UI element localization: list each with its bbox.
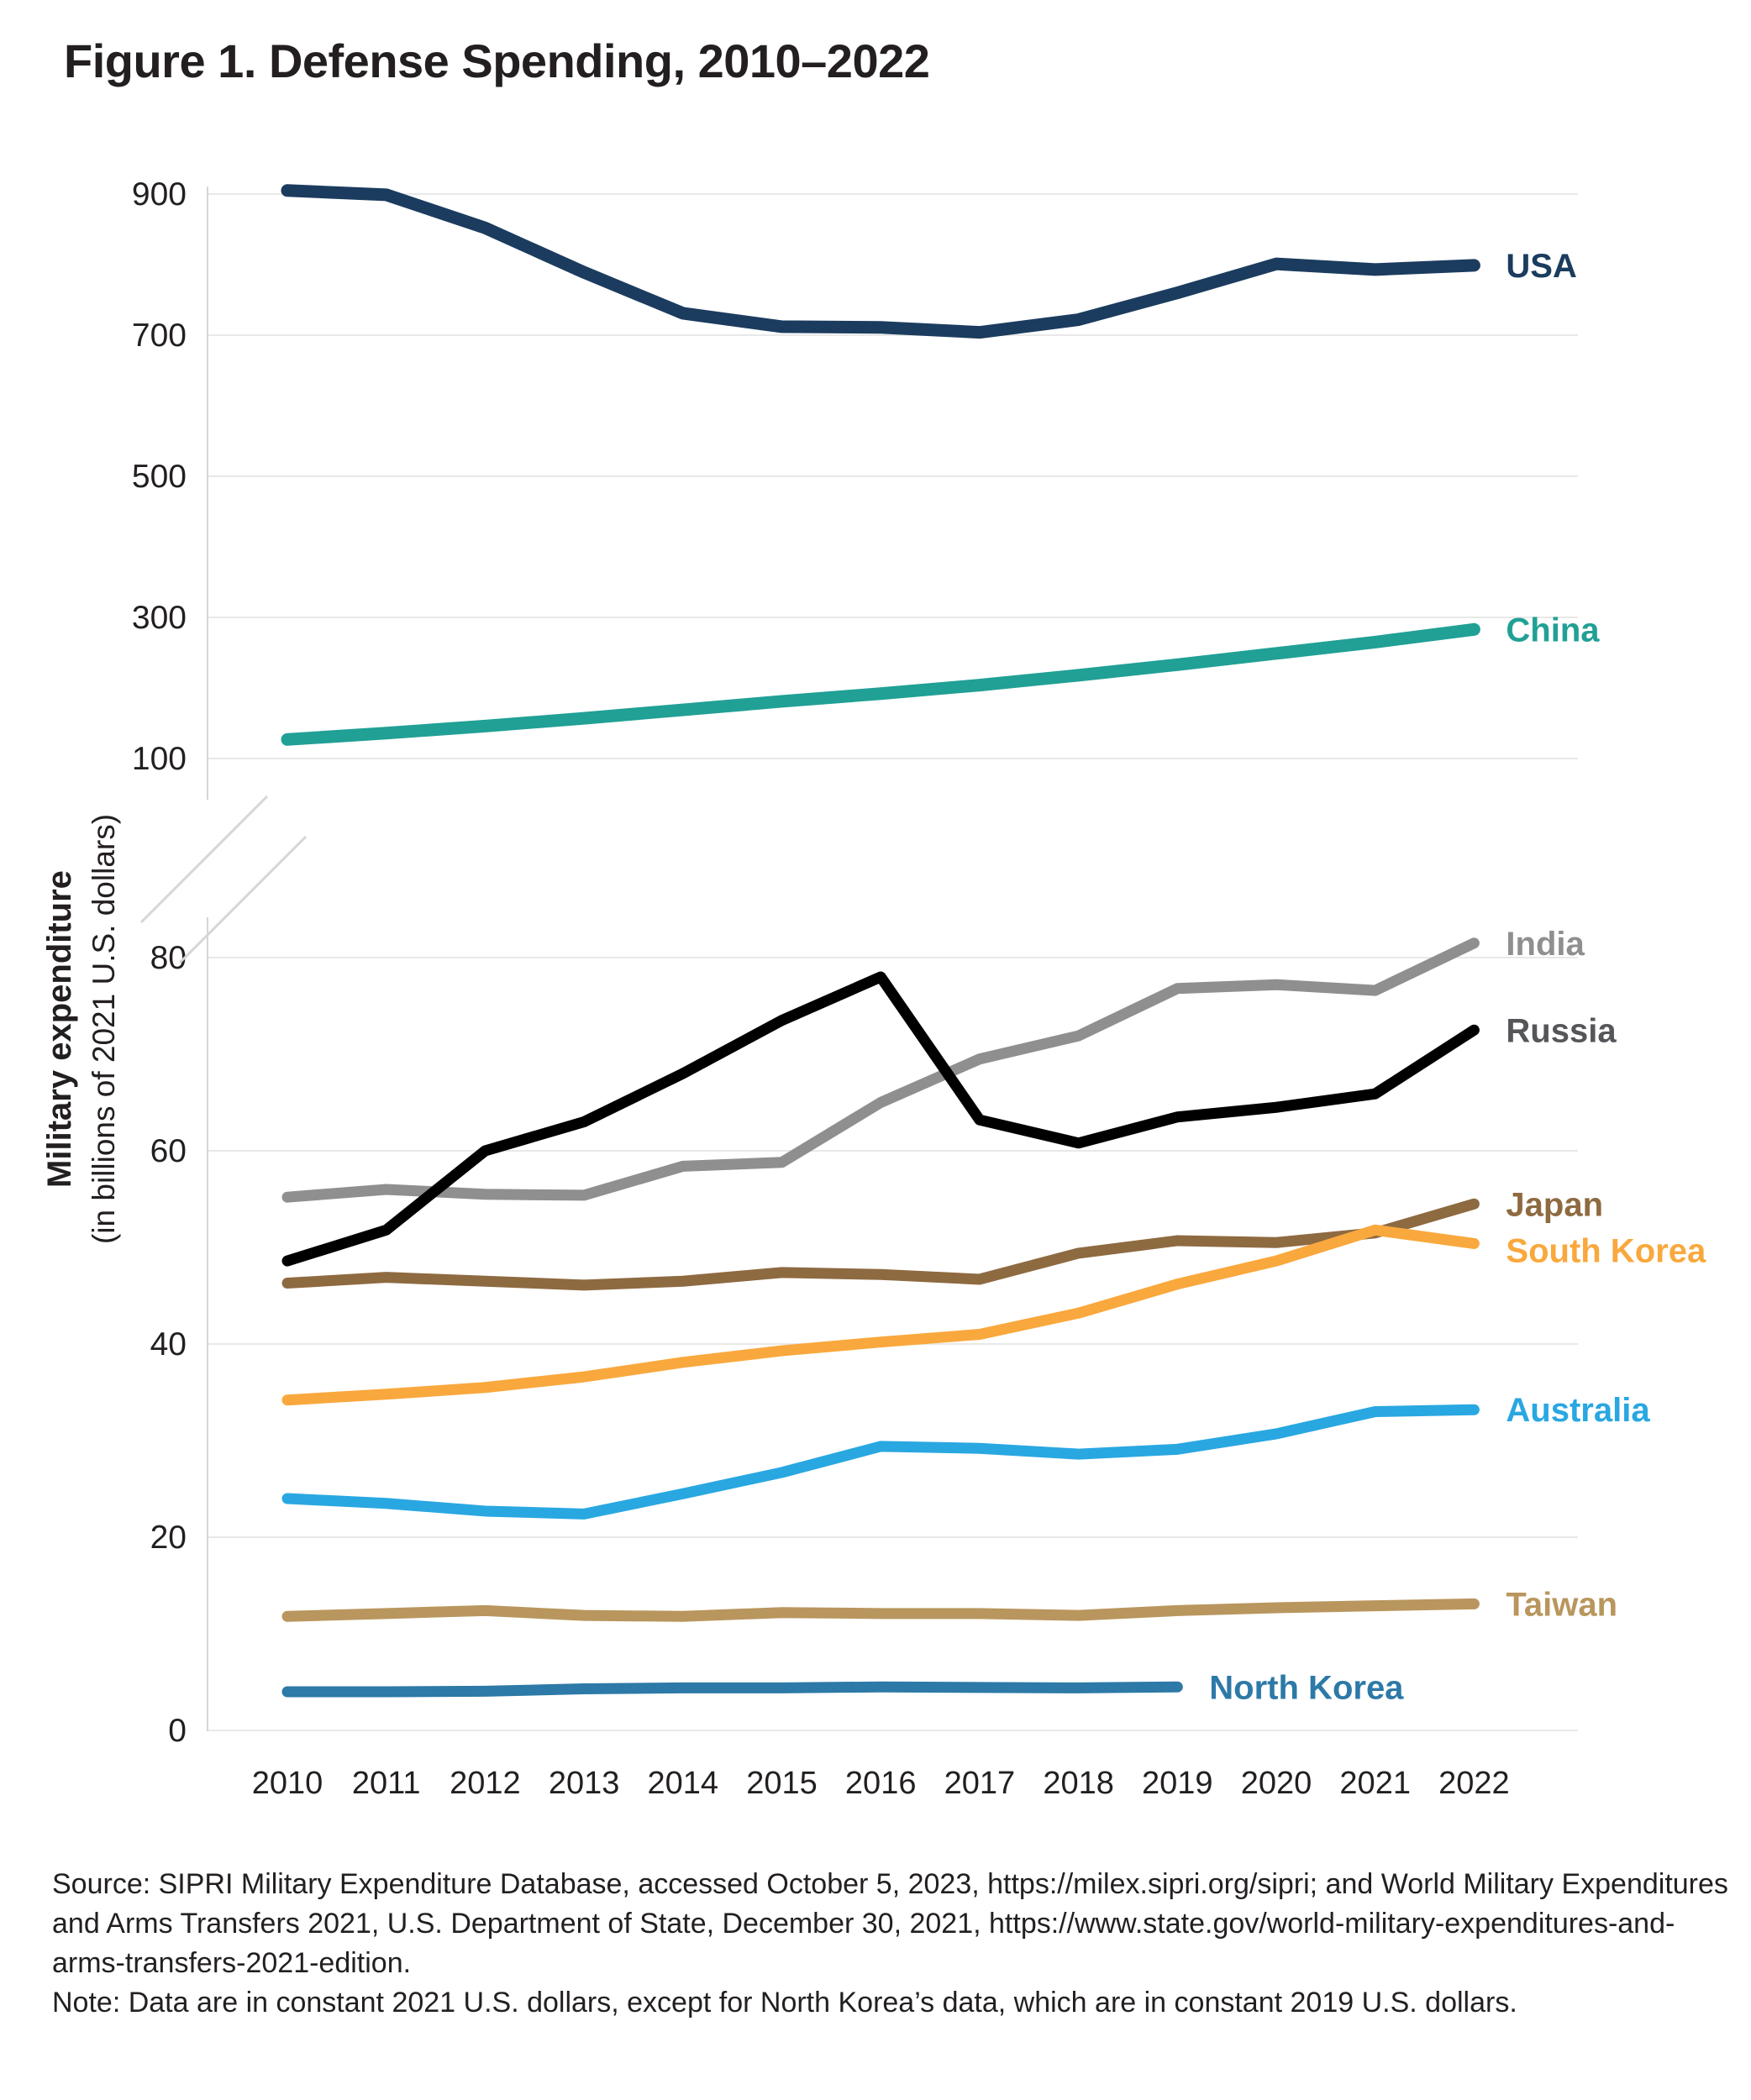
y-tick-label-20: 20 (150, 1520, 187, 1556)
series-label-taiwan: Taiwan (1506, 1586, 1618, 1624)
x-tick-label-2016: 2016 (844, 1766, 917, 1801)
series-line-south-korea (287, 1230, 1474, 1399)
y-tick-label-0: 0 (168, 1713, 187, 1749)
y-tick-label-40: 40 (150, 1326, 187, 1362)
y-tick-label-700: 700 (131, 318, 187, 354)
figure-footer (52, 1865, 1737, 2023)
series-label-china: China (1506, 612, 1600, 649)
series-line-japan (287, 1204, 1474, 1285)
series-line-china (287, 629, 1474, 739)
x-tick-label-2020: 2020 (1240, 1766, 1312, 1801)
x-tick-label-2010: 2010 (251, 1766, 323, 1801)
series-line-north-korea (287, 1687, 1177, 1692)
y-tick-label-500: 500 (131, 459, 187, 495)
y-axis-title: Military expenditure (41, 870, 78, 1188)
y-tick-label-100: 100 (131, 741, 187, 777)
series-label-north-korea: North Korea (1209, 1669, 1404, 1707)
series-label-japan: Japan (1506, 1186, 1604, 1224)
series-label-usa: USA (1506, 247, 1577, 285)
note-text: Note: Data are in constant 2021 U.S. dollars, except for North Korea’s data, which are in constant 2019 U.S. dollars. (52, 1986, 1517, 2019)
axis-break-mark (180, 837, 306, 963)
y-axis-subtitle: (in billions of 2021 U.S. dollars) (87, 813, 121, 1245)
x-tick-label-2015: 2015 (746, 1766, 818, 1801)
x-tick-label-2021: 2021 (1339, 1766, 1411, 1801)
figure-title: Figure 1. Defense Spending, 2010–2022 (64, 34, 930, 87)
axis-break-mark (141, 796, 267, 922)
y-tick-label-60: 60 (150, 1133, 187, 1169)
series-line-australia (287, 1410, 1474, 1514)
x-tick-label-2013: 2013 (548, 1766, 620, 1801)
y-tick-label-80: 80 (150, 940, 187, 976)
x-tick-label-2018: 2018 (1043, 1766, 1114, 1801)
series-line-usa (287, 191, 1474, 333)
source-text: Source: SIPRI Military Expenditure Database, accessed October 5, 2023, https://milex.sipri.org/sipri; and World Military Expenditures and Arms Transfers 2021, U.S. Department of State, December 30, 2021, https://www.state.gov/world-military-expenditures-and-arms-transfers-2021-edition. (52, 1868, 1728, 1979)
x-tick-label-2019: 2019 (1142, 1766, 1213, 1801)
series-label-south-korea: South Korea (1506, 1232, 1706, 1270)
series-line-russia (287, 977, 1474, 1261)
y-tick-label-300: 300 (131, 600, 187, 636)
x-tick-label-2011: 2011 (351, 1766, 421, 1801)
series-label-australia: Australia (1506, 1392, 1650, 1430)
series-label-russia: Russia (1506, 1012, 1617, 1050)
series-line-taiwan (287, 1604, 1474, 1616)
y-tick-label-900: 900 (131, 176, 187, 213)
x-tick-label-2012: 2012 (450, 1766, 521, 1801)
x-tick-label-2017: 2017 (944, 1766, 1016, 1801)
x-tick-label-2014: 2014 (647, 1766, 719, 1801)
series-label-india: India (1506, 925, 1585, 963)
x-tick-label-2022: 2022 (1438, 1766, 1510, 1801)
